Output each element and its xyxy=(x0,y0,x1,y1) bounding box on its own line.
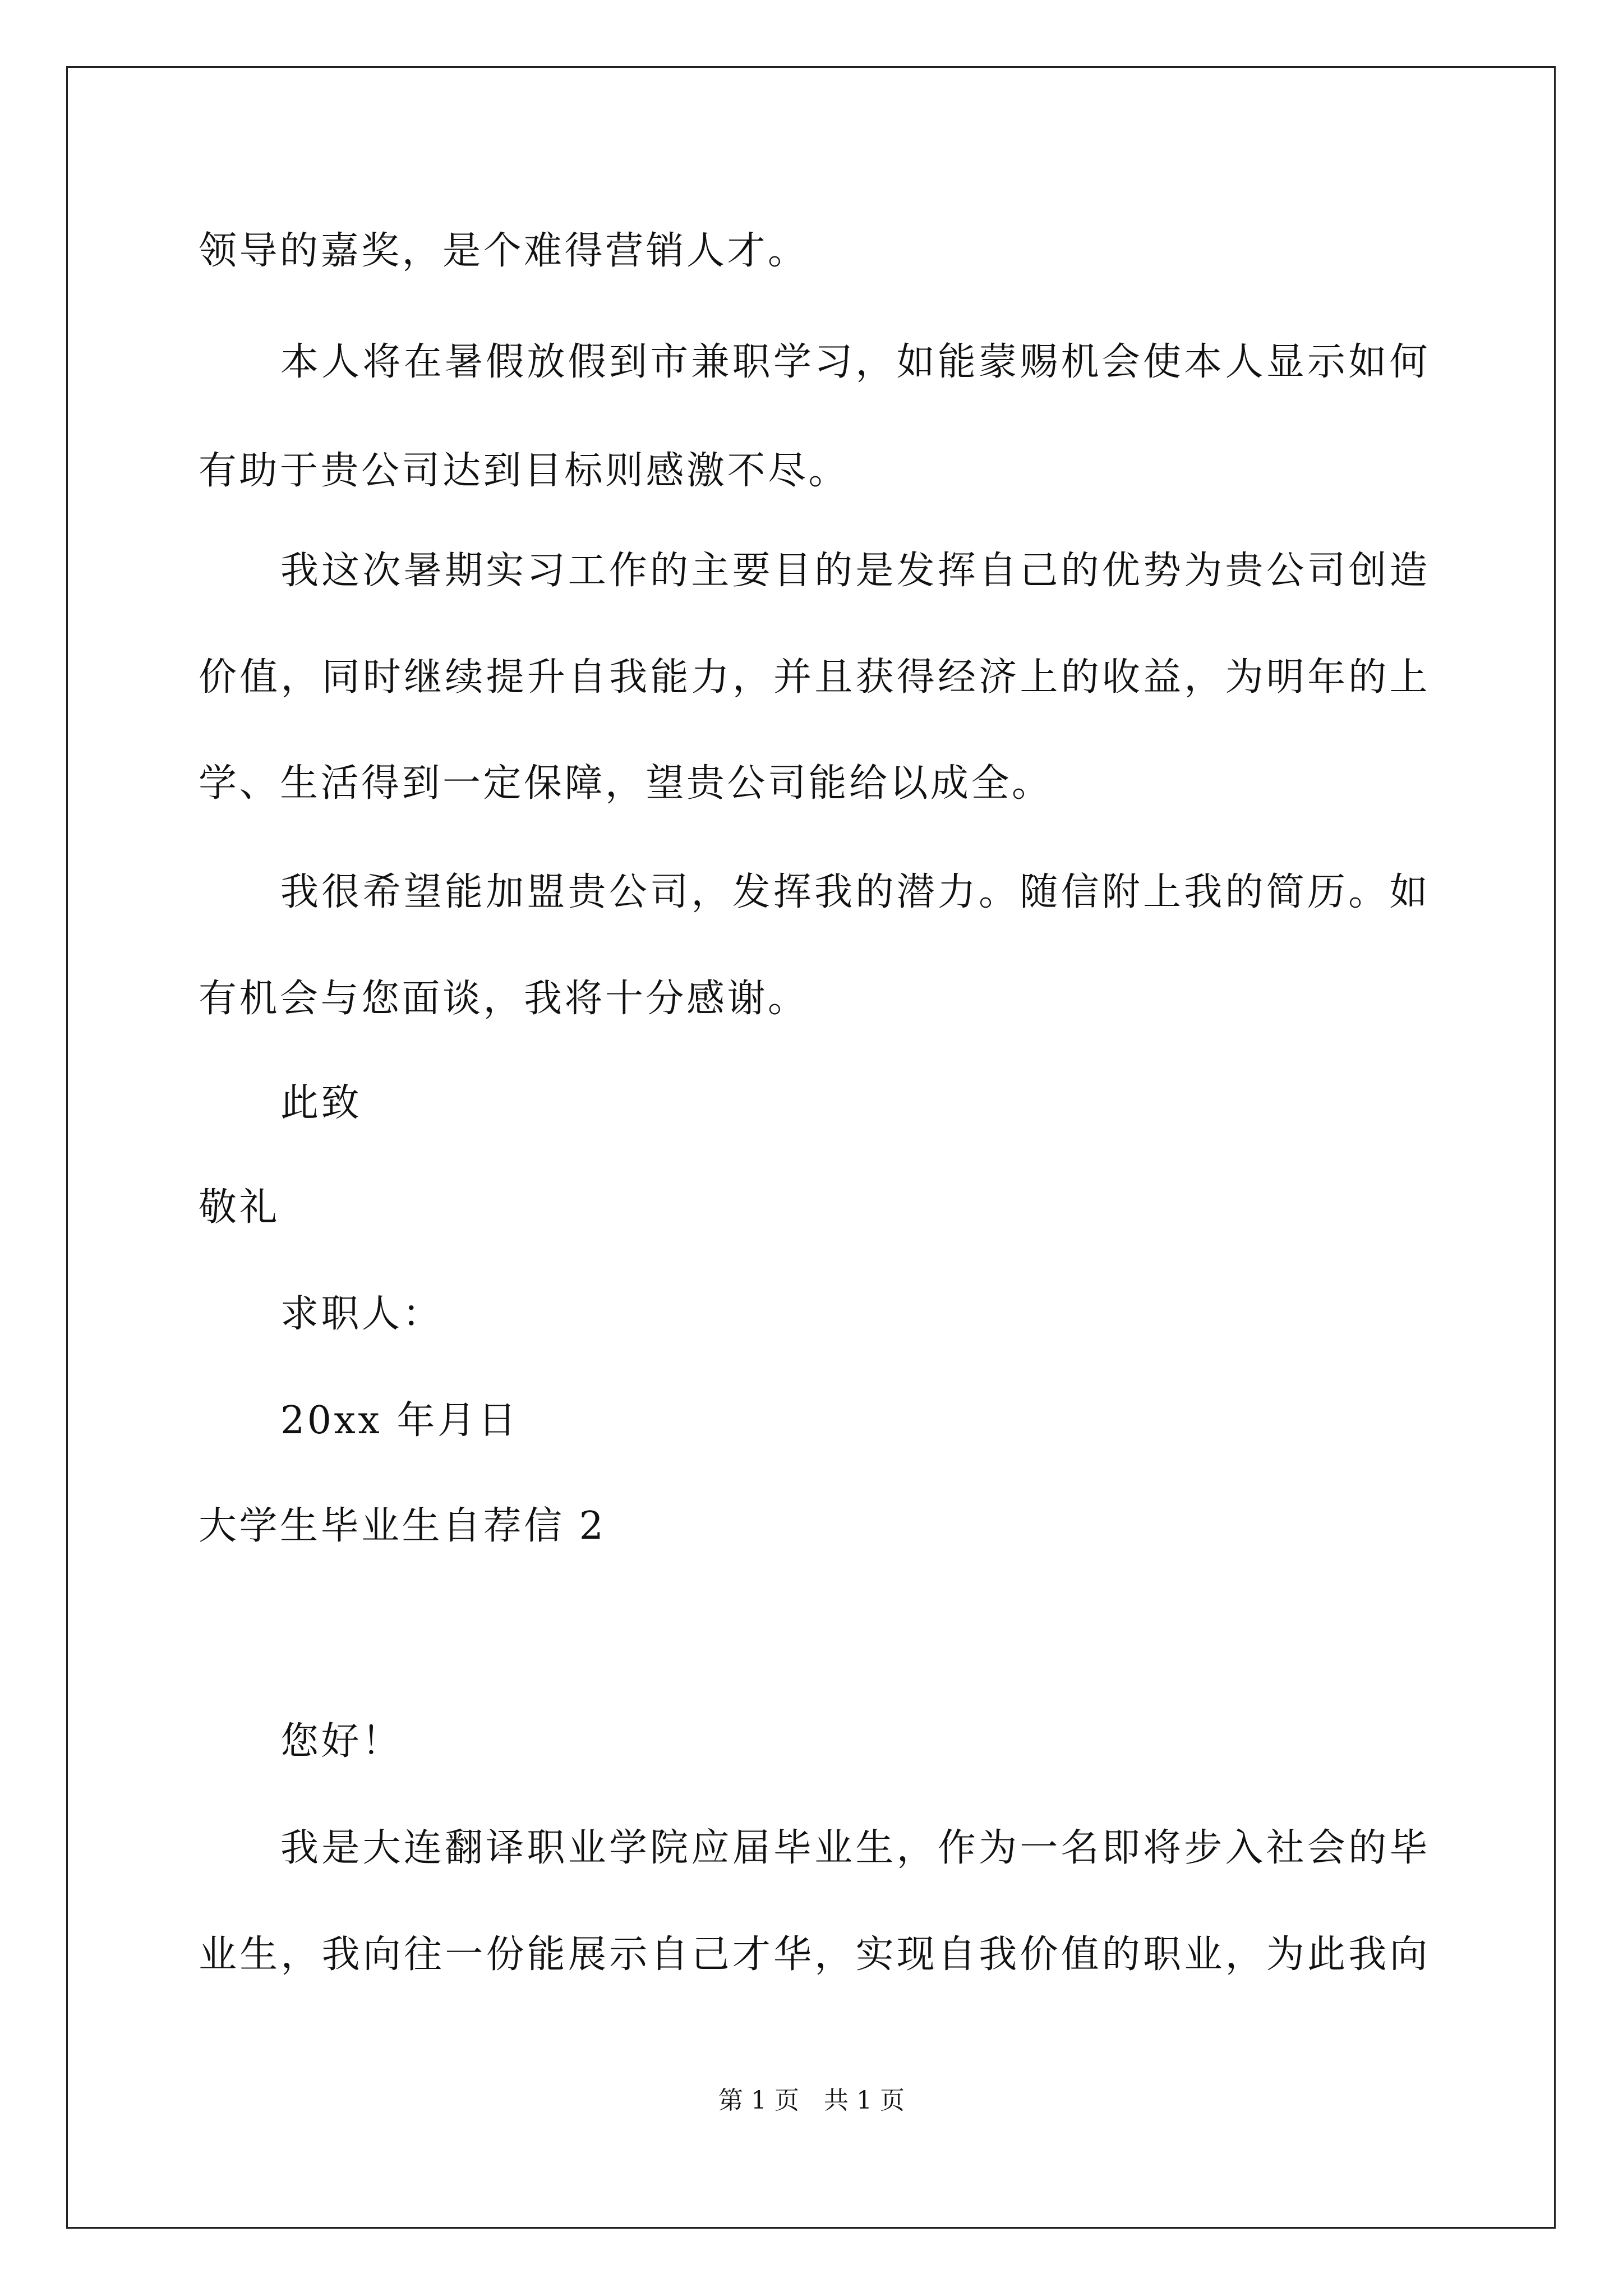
text-line-paragraph-start: 我很希望能加盟贵公司，发挥我的潜力。随信附上我的简历。如 xyxy=(280,870,1430,914)
closing-respects: 敬礼 xyxy=(199,1185,280,1230)
date-line: 20xx 年月日 xyxy=(280,1398,519,1443)
closing-salutation: 此致 xyxy=(280,1081,362,1125)
text-line-continuation: 领导的嘉奖，是个难得营销人才。 xyxy=(199,229,809,273)
page-border xyxy=(66,66,1556,2229)
signature-label: 求职人： xyxy=(280,1292,444,1336)
text-line-continuation: 业生，我向往一份能展示自己才华，实现自我价值的职业，为此我向 xyxy=(199,1932,1430,1977)
text-line-continuation: 有助于贵公司达到目标则感激不尽。 xyxy=(199,449,850,493)
page-number-footer: 第 1 页 共 1 页 xyxy=(718,2086,905,2115)
text-line-paragraph-start: 我这次暑期实习工作的主要目的是发挥自己的优势为贵公司创造 xyxy=(280,549,1430,593)
text-line-continuation: 有机会与您面谈，我将十分感谢。 xyxy=(199,977,809,1021)
section-title: 大学生毕业生自荐信 2 xyxy=(199,1504,606,1548)
greeting: 您好！ xyxy=(280,1719,403,1764)
text-line-continuation: 学、生活得到一定保障，望贵公司能给以成全。 xyxy=(199,761,1053,806)
text-line-paragraph-start: 本人将在暑假放假到市兼职学习，如能蒙赐机会使本人显示如何 xyxy=(280,340,1430,384)
text-line-paragraph-start: 我是大连翻译职业学院应届毕业生，作为一名即将步入社会的毕 xyxy=(280,1826,1430,1870)
text-line-continuation: 价值，同时继续提升自我能力，并且获得经济上的收益，为明年的上 xyxy=(199,655,1430,700)
